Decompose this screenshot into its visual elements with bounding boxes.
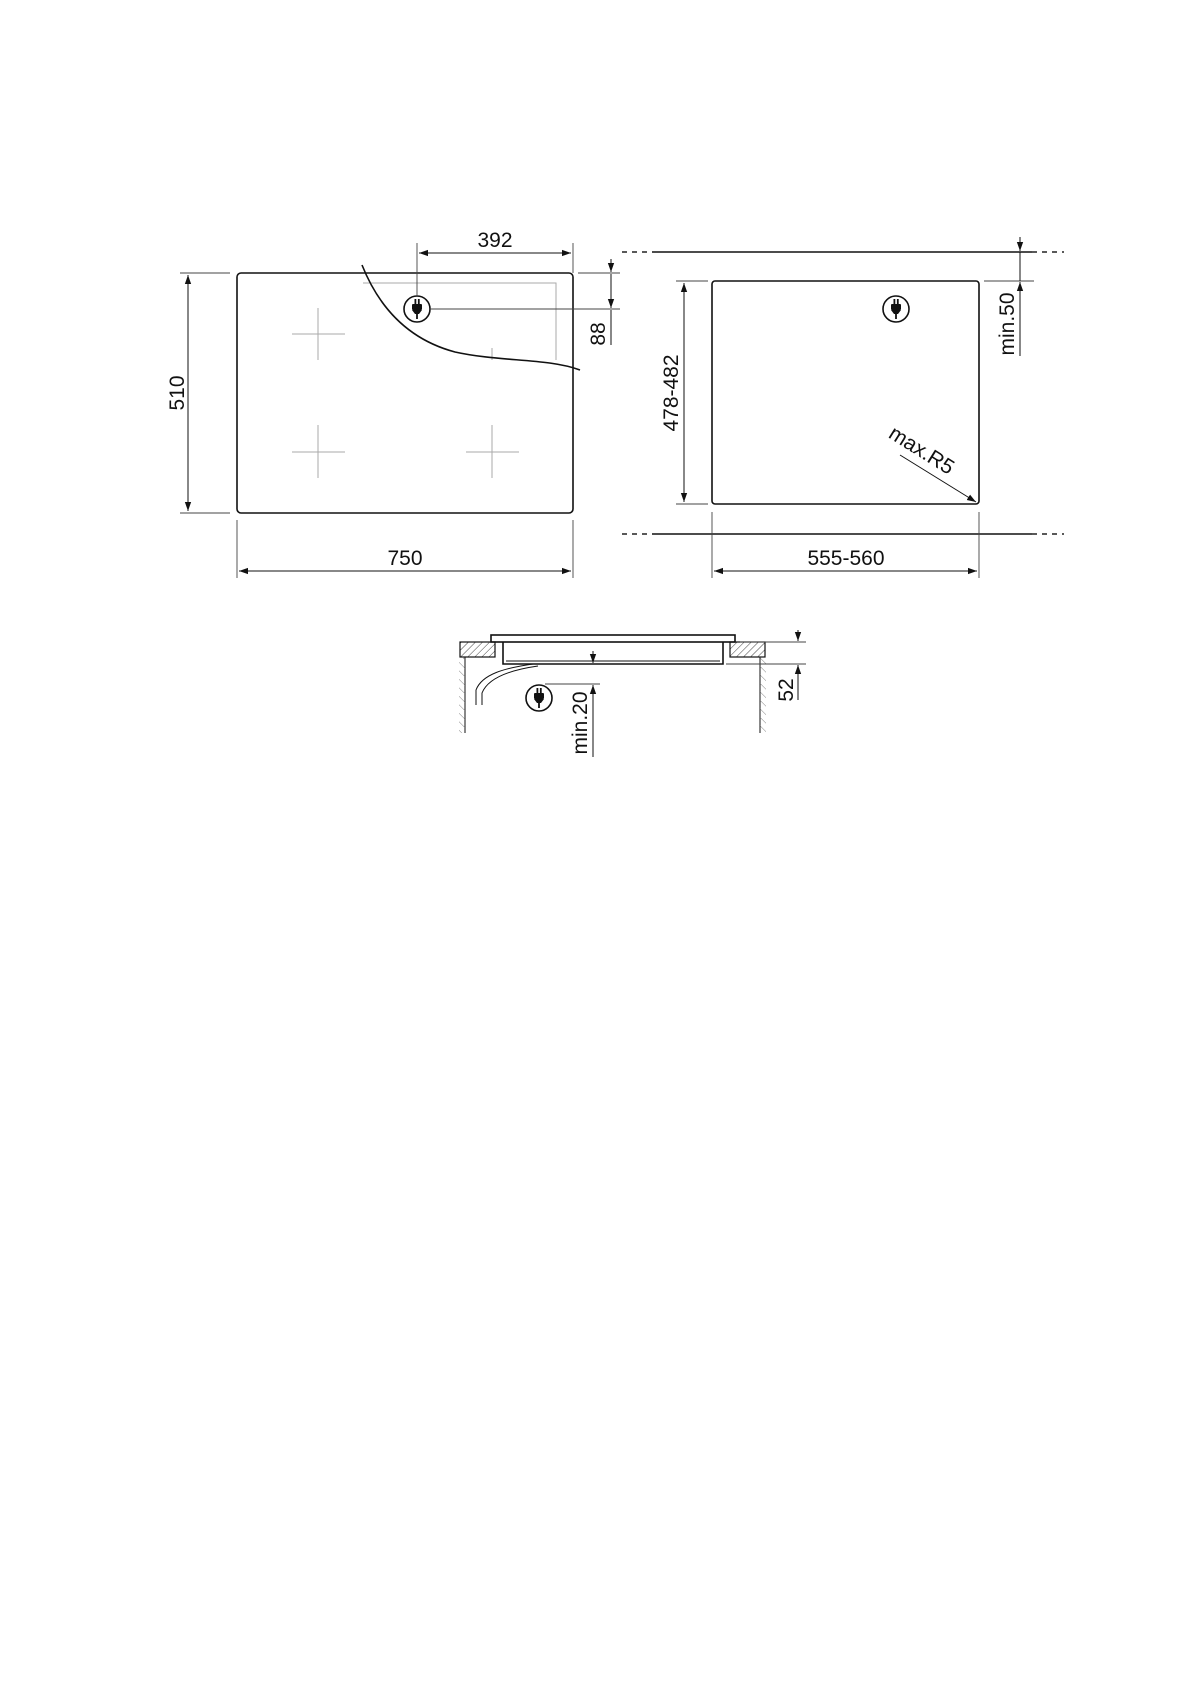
- dimension-750-label: 750: [387, 547, 423, 570]
- cabinet-walls: [459, 657, 766, 733]
- dimension-392-label: 392: [477, 229, 513, 252]
- dimension-555-560: [712, 512, 979, 578]
- dimension-88: [578, 259, 620, 346]
- zone-rear-right-mark: [466, 425, 519, 478]
- plug-icon: [526, 685, 552, 711]
- section-view: [459, 630, 806, 757]
- dimension-478-482: [660, 281, 708, 504]
- dimension-392: [417, 229, 573, 296]
- dimension-min-50: [984, 237, 1034, 356]
- zone-rear-left-mark: [292, 425, 345, 478]
- hob-glass-section: [491, 635, 735, 642]
- dimension-min-20-label: min.20: [569, 691, 592, 755]
- dimension-555-560-label: 555-560: [807, 547, 885, 570]
- dimension-750: [237, 520, 573, 578]
- dimension-min-50-label: min.50: [996, 292, 1019, 356]
- dimension-478-482-label: 478-482: [660, 354, 683, 432]
- hob-top-view: [166, 229, 620, 578]
- zone-front-left-mark: [292, 308, 345, 360]
- dimension-88-label: 88: [587, 322, 610, 346]
- dimension-510: [166, 273, 230, 513]
- worktop-right-section: [730, 642, 765, 657]
- cutout-view: [622, 237, 1064, 578]
- radius-callout-label: max.R5: [884, 421, 959, 480]
- supply-cable: [476, 664, 533, 705]
- dimension-min-20: [569, 651, 593, 757]
- cable-curve: [362, 265, 580, 370]
- cooking-zone-marks: [292, 308, 519, 478]
- radius-callout: [885, 422, 976, 502]
- plug-zone-outline: [363, 283, 556, 360]
- plug-icon: [883, 296, 909, 322]
- worktop-left-section: [460, 642, 495, 657]
- dimension-510-label: 510: [166, 375, 189, 411]
- plug-icon: [404, 296, 430, 322]
- dimension-52-label: 52: [775, 678, 798, 702]
